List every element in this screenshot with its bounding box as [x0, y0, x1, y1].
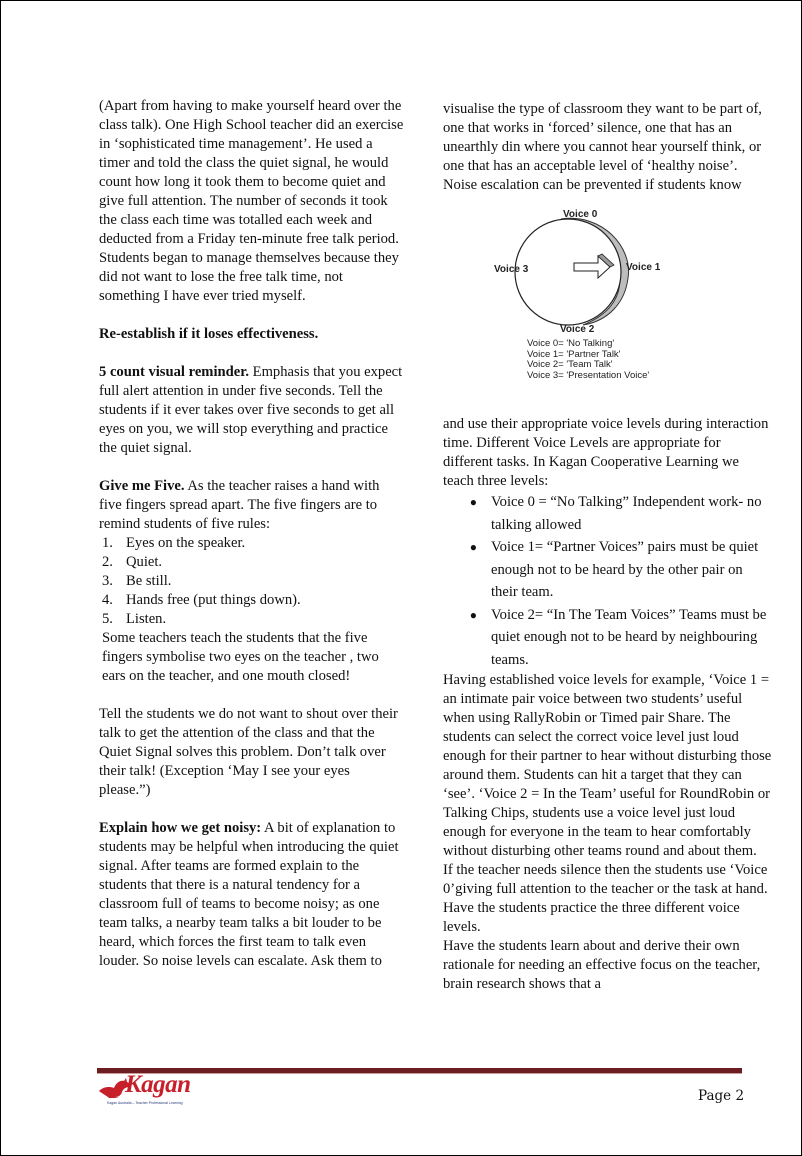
bullet-icon: ●: [469, 495, 477, 509]
five-rules-list: [99, 534, 404, 629]
list-item: 1. Eyes on the speaker.: [102, 535, 246, 551]
count-reminder-paragraph: 5 count visual reminder. Emphasis that you expect full alert attention in under five seconds. Tell the students if it ever takes over five seconds to get all eyes on you, we will stop everything and practice the quiet signal.: [99, 364, 403, 456]
page-number: Page 2: [698, 1088, 745, 1104]
fingers-note: Some teachers teach the students that the five fingers symbolise two eyes on the teacher , two ears on the teacher, and one mouth closed!: [102, 630, 379, 684]
logo-tagline: Kagan Australia – Teacher Professional Learning: [107, 1101, 183, 1105]
voice-dial-graphic: [443, 203, 773, 343]
label-voice-1: Voice 1: [626, 262, 661, 273]
label-voice-0: Voice 0: [563, 209, 598, 220]
legend-item: Voice 2= 'Team Talk': [527, 359, 613, 370]
established-paragraph: Having established voice levels for example, ‘Voice 1 = an intimate pair voice between two students’ useful when using RallyRobin or Timed pair Share. The students can select the correct voice level just loud enough for their partner to hear without disturbing those around them. Students can hit a target that they can ‘see’. ‘Voice 2 = In the Team’ useful for RoundRobin or Talking Chips, students use a voice level just loud enough for everyone in the team to hear comfortably without disturbing other teams round and about them.: [443, 672, 772, 859]
give-me-five-heading: Give me Five.: [99, 478, 185, 494]
list-item: 2. Quiet.: [102, 554, 163, 570]
list-item: 3. Be still.: [102, 573, 172, 589]
left-column: [99, 97, 404, 971]
legend-item: Voice 3= 'Presentation Voice': [527, 369, 650, 381]
noisy-heading: Explain how we get noisy:: [99, 820, 262, 836]
list-item: 5. Listen.: [102, 611, 167, 627]
right-column: [443, 100, 773, 994]
label-voice-3: Voice 3: [494, 264, 529, 275]
list-item: ● Voice 2= “In The Team Voices” Teams must be quiet enough not to be heard by neighbouring teams.: [443, 604, 773, 672]
voice-levels-list: [443, 491, 773, 671]
levels-intro-paragraph: and use their appropriate voice levels during interaction time. Different Voice Levels are appropriate for different tasks. In Kagan Cooperative Learning we teach three levels:: [443, 416, 769, 489]
label-voice-2: Voice 2: [560, 324, 595, 335]
list-item: ● Voice 1= “Partner Voices” pairs must be quiet enough not to be heard by the other pair on their team.: [443, 536, 773, 604]
shout-paragraph: Tell the students we do not want to shout over their talk to get the attention of the class and that the Quiet Signal solves this problem. Don’t talk over their talk! (Exception ‘May I see your eyes please.”): [99, 706, 398, 798]
legend-item: Voice 0= 'No Talking': [527, 338, 615, 349]
kagan-logo: [97, 1071, 207, 1105]
voice-level-diagram: [443, 203, 773, 415]
voice-legend: [527, 339, 649, 381]
section-heading-reestablish: Re-establish if it loses effectiveness.: [99, 326, 319, 342]
list-item: 4. Hands free (put things down).: [102, 592, 301, 608]
visualise-paragraph: visualise the type of classroom they want to be part of, one that works in ‘forced’ silence, one that has an unearthly din where you cannot hear yourself think, or one that has an acceptable level of ‘healthy noise’. Noise escalation can be prevented if students know: [443, 101, 762, 193]
list-item: ● Voice 0 = “No Talking” Independent work- no talking allowed: [443, 491, 773, 536]
noisy-paragraph: Explain how we get noisy: A bit of explanation to students may be helpful when introducing the quiet signal. After teams are formed explain to the students that there is a natural tendency for a classroom full of teams to become noisy; as one team talks, a nearby team talks a bit louder to be heard, which forces the first team to talk even louder. So noise levels can escalate. Ask them to: [99, 820, 399, 969]
bullet-icon: ●: [469, 540, 477, 554]
count-reminder-heading: 5 count visual reminder.: [99, 364, 250, 380]
logo-text: Kagan: [125, 1071, 191, 1098]
bullet-icon: ●: [469, 607, 477, 622]
give-me-five-paragraph: Give me Five. As the teacher raises a hand with five fingers spread apart. The five fingers are to remind students of five rules:: [99, 478, 380, 532]
silence-paragraph: If the teacher needs silence then the students use ‘Voice 0’giving full attention to the teacher or the task at hand. Have the students practice the three different voice levels.: [443, 862, 768, 935]
intro-paragraph: (Apart from having to make yourself heard over the class talk). One High School teacher did an exercise in ‘sophisticated time management’. He used a timer and told the class the quiet signal, he would count how long it took them to become quiet and give full attention. The number of seconds it took the class each time was totalled each week and deducted from a Friday ten-minute free talk period. Students began to manage themselves because they did not want to lose the free talk time, not something I have ever tried myself.: [99, 98, 404, 304]
legend-item: Voice 1= 'Partner Talk': [527, 348, 621, 360]
footer-divider: [97, 1068, 742, 1074]
rationale-paragraph: Have the students learn about and derive their own rationale for needing an effective focus on the teacher, brain research shows that a: [443, 938, 761, 992]
